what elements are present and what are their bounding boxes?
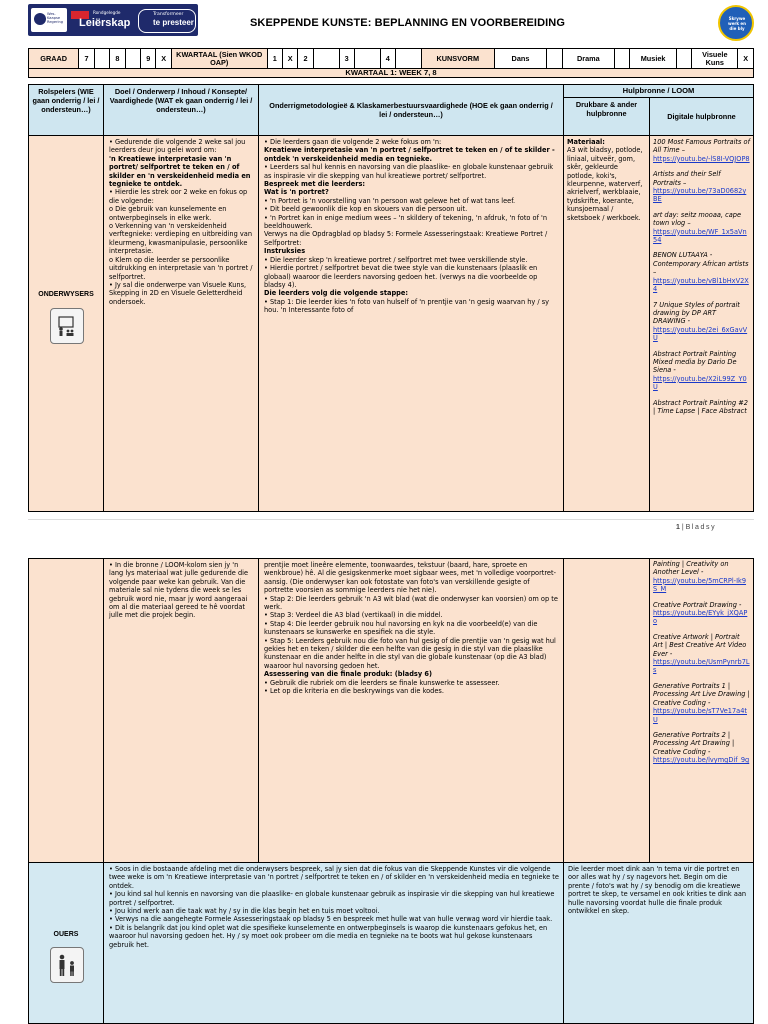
col-header-digitale-text: Digitale hulpbronne <box>667 112 736 121</box>
resource-item <box>653 251 750 293</box>
col-header-doel-text: Doel / Onderwerp / Inhoud / Konsepte/ Vaardighede (WAT ek gaan onderrig / lei / ondersteun…) <box>109 87 253 114</box>
text-paragraph: • Hierdie les strek oor 2 weke en fokus op die volgende: <box>109 188 248 205</box>
text-paragraph: • Hierdie portret / selfportret bevat die twee style van die kunstenaars (plaaslik en globaal) waaroor die leerders navorsing gedoen het. (verwys na die voorbeelde op bladsy 4). <box>264 264 538 289</box>
col-header-rolspelers-text: Rolspelers (WIE gaan onderrig / lei / ondersteun…) <box>32 87 100 114</box>
text-paragraph: • Stap 1: Die leerder kies 'n foto van hulself of 'n prentjie van 'n gesig waarvan hy / sy hou. 'n Interessante foto of <box>264 297 550 315</box>
resource-link[interactable]: https://youtu.be/lvymgDif_9g <box>653 756 750 765</box>
kwartaal-1: 1 <box>267 49 282 69</box>
col-header-metodes-text: Onderrigmetodologieë & Klaskamerbestuursvaardighede (HOE ek gaan onderrig / lei / ondersteun…) <box>269 101 553 119</box>
graad-label: GRAAD <box>29 49 79 69</box>
text-paragraph: • Stap 3: Verdeel die A3 blad (vertikaal) in die middel. <box>264 611 443 620</box>
resource-link[interactable]: https://youtu.be/UsmPynrb7Ls <box>653 658 750 675</box>
p2-doel-cell <box>103 558 259 863</box>
ouers-right-cell <box>563 862 754 1024</box>
text-paragraph: 'n Kreatiewe interpretasie van 'n portret/ selfportret te teken en / of skilder en 'n verskeidenheid media en tegnieke te ontdek. <box>109 154 251 189</box>
text-paragraph: • 'n Portret kan in enige medium wees – 'n skildery of tekening, 'n afdruk, 'n foto of 'n beeldhouwerk. <box>264 213 547 231</box>
kwartaal-4-mark <box>396 49 422 69</box>
p2-metodes-list <box>259 559 563 696</box>
text-paragraph: • Stap 5: Leerders gebruik nou die foto van hul gesig of die prentjie van 'n gesig wat hul gekies het en teken / skilder die een helfte van die gesig in die styl van die plaaslike kunstenaar en die ander helfte in die styl van die globale kunstenaar (op die A3 blad) waaroor hul navorsing gedoen het. <box>264 636 556 670</box>
resource-title: Painting | Creativity on Another Level - <box>653 560 729 577</box>
text-paragraph: o Klem op die leerder se persoonlike uitdrukking en interpretasie van 'n portret / selfportret. <box>109 255 253 281</box>
text-paragraph: o Verkenning van 'n verskeidenheid verftegnieke: verdieping en uitbreiding van kleurmeng, kwasmanipulasie, persoonlike interpretasie. <box>109 222 253 256</box>
text-paragraph: • Soos in die bostaande afdeling met die onderwysers bespreek, sal jy sien dat die fokus van die Skeppende Kunstes vir die volgende twee weke is om 'n Kreatiewe interpretasie van 'n portret / selfportret te teken en / of skilder en 'n verskeidenheid media en tegnieke te ontdek. <box>109 865 559 890</box>
kwartaal-1-mark: X <box>282 49 297 69</box>
page-footer <box>676 524 716 531</box>
page-number: 1 <box>676 524 680 531</box>
leierskap-logo-sub: Rondgelegde <box>93 10 121 15</box>
text-paragraph: • Die leerder skep 'n kreatiewe portret / selfportret met twee verskillende style. <box>264 255 528 264</box>
resource-title: Generative Portraits 2 | Processing Art Drawing | Creative Coding - <box>653 730 735 756</box>
resource-item <box>653 211 750 245</box>
grade-term-row <box>29 49 754 69</box>
p2-digitale-list <box>650 559 753 773</box>
text-paragraph: Instruksies <box>264 247 306 256</box>
resource-link[interactable]: https://youtu.be/sT7Ve17a4tU <box>653 707 747 724</box>
col-header-hulpbronne-text: Hulpbronne / LOOM <box>622 86 695 95</box>
text-paragraph: o Die gebruik van kunselemente en ontwerpbeginsels in elke werk. <box>109 205 227 222</box>
page-title: SKEPPENDE KUNSTE: BEPLANNING EN VOORBEREIDING <box>250 17 565 29</box>
text-paragraph: • Leerders sal hul kennis en navorsing van die plaaslike- en globale kunstenaar gebruik as inspirasie vir die skepping van hul kreatiewe portret/ selfportret. <box>264 163 554 180</box>
ouers-text-list <box>104 863 563 949</box>
col-header-doel <box>103 84 259 136</box>
family-icon-svg <box>56 953 78 977</box>
ouers-text-cell <box>103 862 564 1024</box>
wcg-logo-circle <box>34 13 46 25</box>
role-onderwysers-cell <box>28 135 104 512</box>
col-header-drukbare <box>563 97 650 136</box>
kunsvorm-drama: Drama <box>562 49 614 69</box>
wcg-logo-text: Wes-Kaapse Regering <box>47 12 64 24</box>
text-paragraph: Bespreek met die leerders: <box>264 180 366 189</box>
resource-title: BENON LUTAAYA - Contemporary African artists – <box>653 251 749 277</box>
resource-link[interactable]: https://youtu.be/-lS8I-VQJOP8 <box>653 154 750 163</box>
graad-8: 8 <box>110 49 125 69</box>
text-paragraph: Verwys na die Opdragblad op bladsy 5: Formele Assesseringstaak: Kreatiewe Portret / Selfportret: <box>264 230 548 247</box>
text-paragraph: • Dit is belangrik dat jou kind oplet wat die spesifieke kunselemente en ontwerpbeginsels is waarop die kunstenaars gefokus het, en waaroor hul navorsing gedoen het. Hy / sy moet ook probeer om die media en tegnieke na te boots wat hul gekose kunstenaars gebruik het. <box>109 923 548 949</box>
resource-item <box>653 560 750 594</box>
resource-item <box>653 682 750 724</box>
family-icon <box>50 947 84 983</box>
grade-term-grid <box>28 48 754 78</box>
resource-item <box>653 601 750 626</box>
p2-metodes-cell <box>258 558 564 863</box>
kwartaal-4: 4 <box>380 49 395 69</box>
resource-title: Abstract Portrait Painting #2 | Time Lapse | Face Abstract <box>653 398 748 415</box>
page-divider <box>28 519 754 520</box>
text-paragraph: • In die bronne / LOOM-kolom sien jy 'n lang lys materiaal wat julle gedurende die volgende paar weke kan gebruik. Van die materiale sal nie tydens die week se les gebruik word nie, maar jy word aangeraai om al die materiaal gereed te hê voordat julle met die projek begin. <box>109 561 249 620</box>
col-header-metodes <box>258 84 564 136</box>
header-badge <box>718 5 754 41</box>
text-paragraph: • Stap 4: Die leerder gebruik nou hul navorsing en kyk na die voorbeeld(e) van die kunstenaars se kunswerke en spesifiek na die style. <box>264 619 538 637</box>
p1-doel-cell <box>103 135 259 512</box>
resource-item <box>653 399 750 416</box>
kwartaal-3-mark <box>354 49 380 69</box>
role-onderwysers-label: ONDERWYSERS <box>38 291 94 298</box>
transformeer-logo-text: te presteer <box>153 18 194 27</box>
col-header-digitale <box>649 97 754 136</box>
p1-digitale-list <box>650 136 753 424</box>
text-paragraph: • Let op die kriteria en die beskrywings van die kodes. <box>264 687 444 696</box>
resource-link[interactable]: https://youtu.be/WF_1x5aVn54 <box>653 227 747 245</box>
col-header-drukbare-text: Drukbare & ander hulpbronne <box>575 100 638 118</box>
resource-title: art day: seitz mooaa, cape town vlog – <box>653 210 742 228</box>
col-header-hulpbronne <box>563 84 754 98</box>
week-label: KWARTAAL 1: WEEK 7, 8 <box>29 69 754 78</box>
kunsvorm-visuele-kuns-mark: X <box>738 49 754 69</box>
resource-title: Generative Portraits 1 | Processing Art Live Drawing | Creative Coding - <box>653 681 750 707</box>
resource-link[interactable]: https://youtu.be/X2iL99Z_Y0U <box>653 374 747 392</box>
text-paragraph: • Die leerders gaan die volgende 2 weke fokus om 'n: <box>264 138 442 146</box>
p1-drukbare-content <box>564 136 649 224</box>
text-paragraph: • Dit beeld gewoonlik die kop en skouers van die persoon uit. <box>264 205 468 214</box>
kwartaal-3: 3 <box>339 49 354 69</box>
ouers-right-text: Die leerder moet dink aan 'n tema vir die portret en oor alles wat hy / sy nagevors het. Begin om die prente / foto's wat hy / sy benodig om die kreatiewe portret te skep, te versamel en ook krities te dink aan hulle navorsing voordat hulle die finale produk ontwikkel en skep. <box>568 865 747 916</box>
kunsvorm-drama-mark <box>615 49 630 69</box>
leierskap-logo-text: Leiërskap <box>79 17 131 29</box>
resource-link[interactable]: https://youtu.be/2ei_6xGavVU <box>653 325 748 343</box>
resource-item <box>653 170 750 204</box>
p1-metodes-list <box>259 136 563 315</box>
kunsvorm-label: KUNSVORM <box>421 49 494 69</box>
text-paragraph: • Stap 2: Die leerders gebruik 'n A3 wit blad (wat die onderwyser kan voorsien) om op te werk. <box>264 594 558 612</box>
kunsvorm-visuele-kuns: Visuele Kuns <box>692 49 738 69</box>
p1-digitale-cell <box>649 135 754 512</box>
leierskap-logo <box>71 8 133 32</box>
col-header-rolspelers <box>28 84 104 136</box>
header-logo-banner <box>28 4 198 36</box>
p2-drukbare-cell <box>563 558 650 863</box>
resource-link[interactable]: https://youtu.be/EYyk_jXQAPo <box>653 609 748 626</box>
kwartaal-label: KWARTAAL (Sien WKOD OAP) <box>171 49 267 69</box>
kwartaal-2: 2 <box>298 49 313 69</box>
p1-doel-list <box>104 136 258 306</box>
materiaal-text: A3 wit bladsy, potlode, liniaal, uitveër, gom, skêr, gekleurde potlode, koki's, kleurpenne, waterverf, akrielverf, werkblaaie, tydskrifte, koerante, kunsjoernaal / sketsboek / werkboek. <box>567 146 643 222</box>
resource-title: Abstract Portrait Painting Mixed media by Dario De Siena - <box>653 349 737 375</box>
kunsvorm-dans: Dans <box>494 49 546 69</box>
text-paragraph: • Jy sal die onderwerpe van Visuele Kuns, Skepping in 2D en Visuele Geletterdheid ondersoek. <box>109 280 247 306</box>
resource-item <box>653 301 750 343</box>
text-paragraph: prentjie moet lineêre elemente, toonwaardes, tekstuur (baard, hare, sproete en wenkbroue) hê. Al die gesigskenmerke moet sigbaar wees, met 'n volledige voorportret-aansig. (Die onderwyser kan ook fotostate van foto's van verskillende gesigte of portrette voorsien as sommige leerders nie het nie). <box>264 561 556 595</box>
transformeer-logo <box>138 9 196 33</box>
resource-link[interactable]: https://youtu.be/73aD0682yBE <box>653 187 747 204</box>
resource-title: 100 Most Famous Portraits of All Time – <box>653 138 750 155</box>
p1-drukbare-cell <box>563 135 650 512</box>
role-ouers-cell <box>28 862 104 1024</box>
resource-item <box>653 138 750 163</box>
graad-7: 7 <box>79 49 94 69</box>
text-paragraph: Assessering van die finale produk: (bladsy 6) <box>264 670 433 679</box>
resource-item <box>653 731 750 765</box>
text-paragraph: Wat is 'n portret? <box>264 188 329 197</box>
transformeer-logo-sub: Transformeer <box>153 12 184 17</box>
resource-title: Creative Artwork | Portrait Art | Best Creative Art Video Ever - <box>653 632 747 658</box>
wcg-logo <box>31 8 67 32</box>
resource-title: 7 Unique Styles of portrait drawing by DP ART DRAWING - <box>653 300 740 326</box>
page-sep: | <box>681 524 686 531</box>
text-paragraph: Die leerders volg die volgende stappe: <box>264 289 409 298</box>
text-paragraph: • Jou kind sal hul kennis en navorsing van die plaaslike- en globale kunstenaar gebruik as inspirasie vir die skepping van hul kreatiewe portret / selfportret. <box>109 890 555 907</box>
resource-title: Creative Portrait Drawing - <box>653 600 742 609</box>
teacher-icon-svg <box>56 315 78 337</box>
text-paragraph: • Gedurende die volgende 2 weke sal jou leerders deur jou gelei word om: <box>109 138 246 155</box>
text-paragraph: • Gebruik die rubriek om die leerders se finale kunswerke te assesseer. <box>264 678 500 687</box>
graad-9-mark: X <box>156 49 171 69</box>
resource-item <box>653 633 750 675</box>
graad-8-mark <box>125 49 140 69</box>
week-row <box>29 69 754 78</box>
kunsvorm-dans-mark <box>547 49 562 69</box>
text-paragraph: • Verwys na die aangehegte Formele Assesseringstaak op bladsy 5 en bespreek met hulle wat van hulle verwag word vir hierdie taak. <box>109 915 553 924</box>
resource-title: Artists and their Self Portraits – <box>653 170 721 187</box>
p2-role-cell <box>28 558 104 863</box>
teacher-icon <box>50 308 84 344</box>
text-paragraph: Kreatiewe interpretasie van 'n portret / selfportret te teken en / of te skilder - ontdek 'n verskeidenheid media en tegnieke. <box>264 146 555 163</box>
header-badge-text: Skrywe werk en die bly <box>728 16 746 31</box>
graad-7-mark <box>94 49 109 69</box>
role-ouers-label: OUERS <box>53 931 79 938</box>
resource-item <box>653 350 750 392</box>
resource-link[interactable]: https://youtu.be/5mCRPl-Ik9S_M <box>653 576 747 594</box>
text-paragraph: • Jou kind werk aan die taak wat hy / sy in die klas begin het en tuis moet voltooi. <box>109 907 380 916</box>
p2-digitale-cell <box>649 558 754 863</box>
materiaal-label: Materiaal: <box>567 138 605 146</box>
text-paragraph: • 'n Portret is 'n voorstelling van 'n persoon wat gelewe het of wat tans leef. <box>264 196 516 205</box>
kunsvorm-musiek-mark <box>676 49 691 69</box>
page-label: Bladsy <box>685 524 717 531</box>
resource-link[interactable]: https://youtu.be/vBl1bHxV2X4 <box>653 276 749 294</box>
p1-metodes-cell <box>258 135 564 512</box>
p2-doel-list <box>104 559 258 620</box>
graad-9: 9 <box>141 49 156 69</box>
kunsvorm-musiek: Musiek <box>630 49 676 69</box>
kwartaal-2-mark <box>313 49 339 69</box>
